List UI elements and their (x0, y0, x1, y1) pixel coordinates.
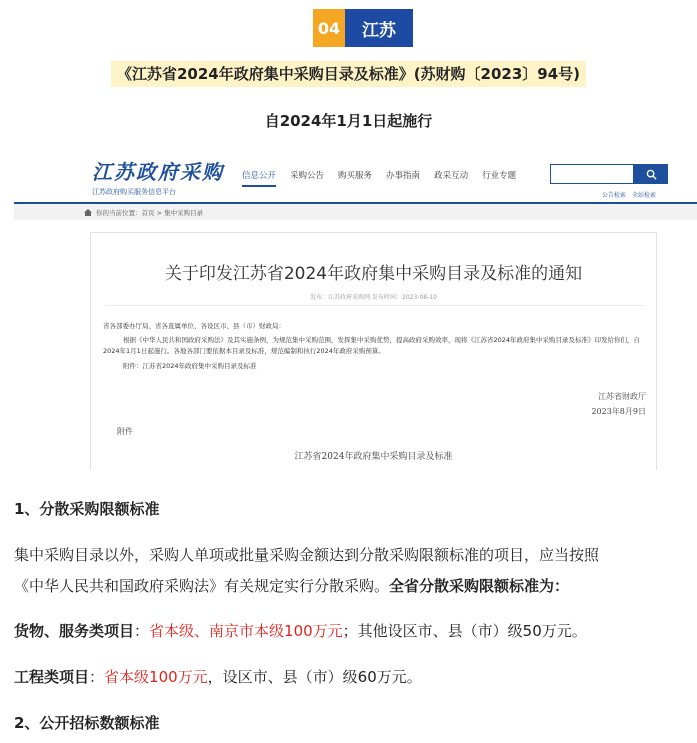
breadcrumb-text: 你的当前位置：首页 > 集中采购目录 (96, 208, 204, 217)
works-line (14, 666, 697, 687)
article-title: 关于印发江苏省2024年政府集中采购目录及标准的通知 (164, 264, 583, 284)
section1-para-line2-bold: 全省分散采购限额标准为： (389, 577, 570, 595)
nav-item-announce[interactable]: 采购公告 (290, 171, 325, 181)
document-title (0, 63, 697, 84)
section1-para-line1: 集中采购目录以外，采购人单项或批量采购金额达到分散采购限额标准的项目，应当按照 (14, 546, 600, 564)
works-label: 工程类项目 (14, 668, 90, 686)
works-colon: ： (89, 668, 105, 686)
embedded-screenshot (14, 152, 697, 470)
home-icon (84, 209, 92, 216)
article-salutation: 省各部委办厅局、省各直属单位、各设区市、县（市）财政局： (103, 322, 285, 330)
section-heading-1: 1、分散采购限额标准 (14, 500, 160, 518)
section1-para-line2-plain: 《中华人民共和国政府采购法》有关规定实行分散采购。 (14, 577, 390, 595)
annex-label: 附件 (117, 427, 133, 436)
site-logo (92, 156, 242, 197)
document-title-text: 《江苏省2024年政府集中采购目录及标准》(苏财购〔2023〕94号) (111, 61, 586, 87)
article-sign-date: 2023年8月9日 (591, 407, 646, 416)
section1-para-line2 (14, 575, 697, 596)
annex-title: 江苏省2024年政府集中采购目录及标准 (294, 452, 453, 462)
works-threshold: 省本级100万元 (104, 668, 208, 686)
article-card (90, 232, 657, 470)
site-nav (242, 169, 530, 187)
badge-province: 江苏 (345, 9, 413, 47)
effective-date: 自2024年1月1日起施行 (264, 112, 433, 130)
goods-colon: ： (134, 622, 150, 640)
nav-item-guide[interactable]: 办事指南 (386, 171, 421, 181)
search-input[interactable] (550, 164, 634, 184)
search-button[interactable] (634, 164, 668, 184)
nav-item-info[interactable]: 信息公开 (242, 169, 276, 187)
province-badge (313, 9, 413, 47)
search-link-announcement[interactable]: 公告检索 (602, 192, 627, 199)
goods-services-line (14, 620, 697, 641)
site-logo-script: 江苏政府采购 (92, 160, 224, 184)
article-signer: 江苏省财政厅 (598, 392, 646, 401)
search-icon (646, 169, 657, 180)
search-links (602, 190, 662, 199)
goods-rest: ；其他设区市、县（市）级50万元。 (342, 622, 587, 640)
works-rest: ，设区市、县（市）级60万元。 (207, 668, 422, 686)
nav-item-service[interactable]: 购买服务 (338, 171, 373, 181)
breadcrumb (14, 204, 697, 220)
section-heading-2: 2、公开招标数额标准 (14, 714, 160, 732)
site-logo-subtitle: 江苏政府购买服务信息平台 (92, 188, 176, 196)
nav-item-topic[interactable]: 行业专题 (482, 171, 517, 181)
search-link-site[interactable]: 全站检索 (632, 192, 657, 199)
article-attachment-note: 附件：江苏省2024年政府集中采购目录及标准 (123, 362, 257, 370)
goods-label: 货物、服务类项目 (14, 622, 135, 640)
nav-item-interact[interactable]: 政采互动 (434, 171, 469, 181)
article-meta: 发布：江苏政府采购网 发布时间：2023-08-10 (310, 294, 437, 301)
badge-number: 04 (313, 9, 345, 47)
article-divider (105, 305, 645, 306)
article-body: 根据《中华人民共和国政府采购法》及其实施条例，为规范集中采购范围，发挥集中采购优势，提高政府采购效率，现将《江苏省2024年政府集中采购目录及标准》印发给你们，自2024年1月1日起施行。各地各部门要依据本目录及标准，规范编制和执行2024年政府采购预算。 (103, 336, 641, 355)
goods-threshold: 省本级、南京市本级100万元 (149, 622, 343, 640)
